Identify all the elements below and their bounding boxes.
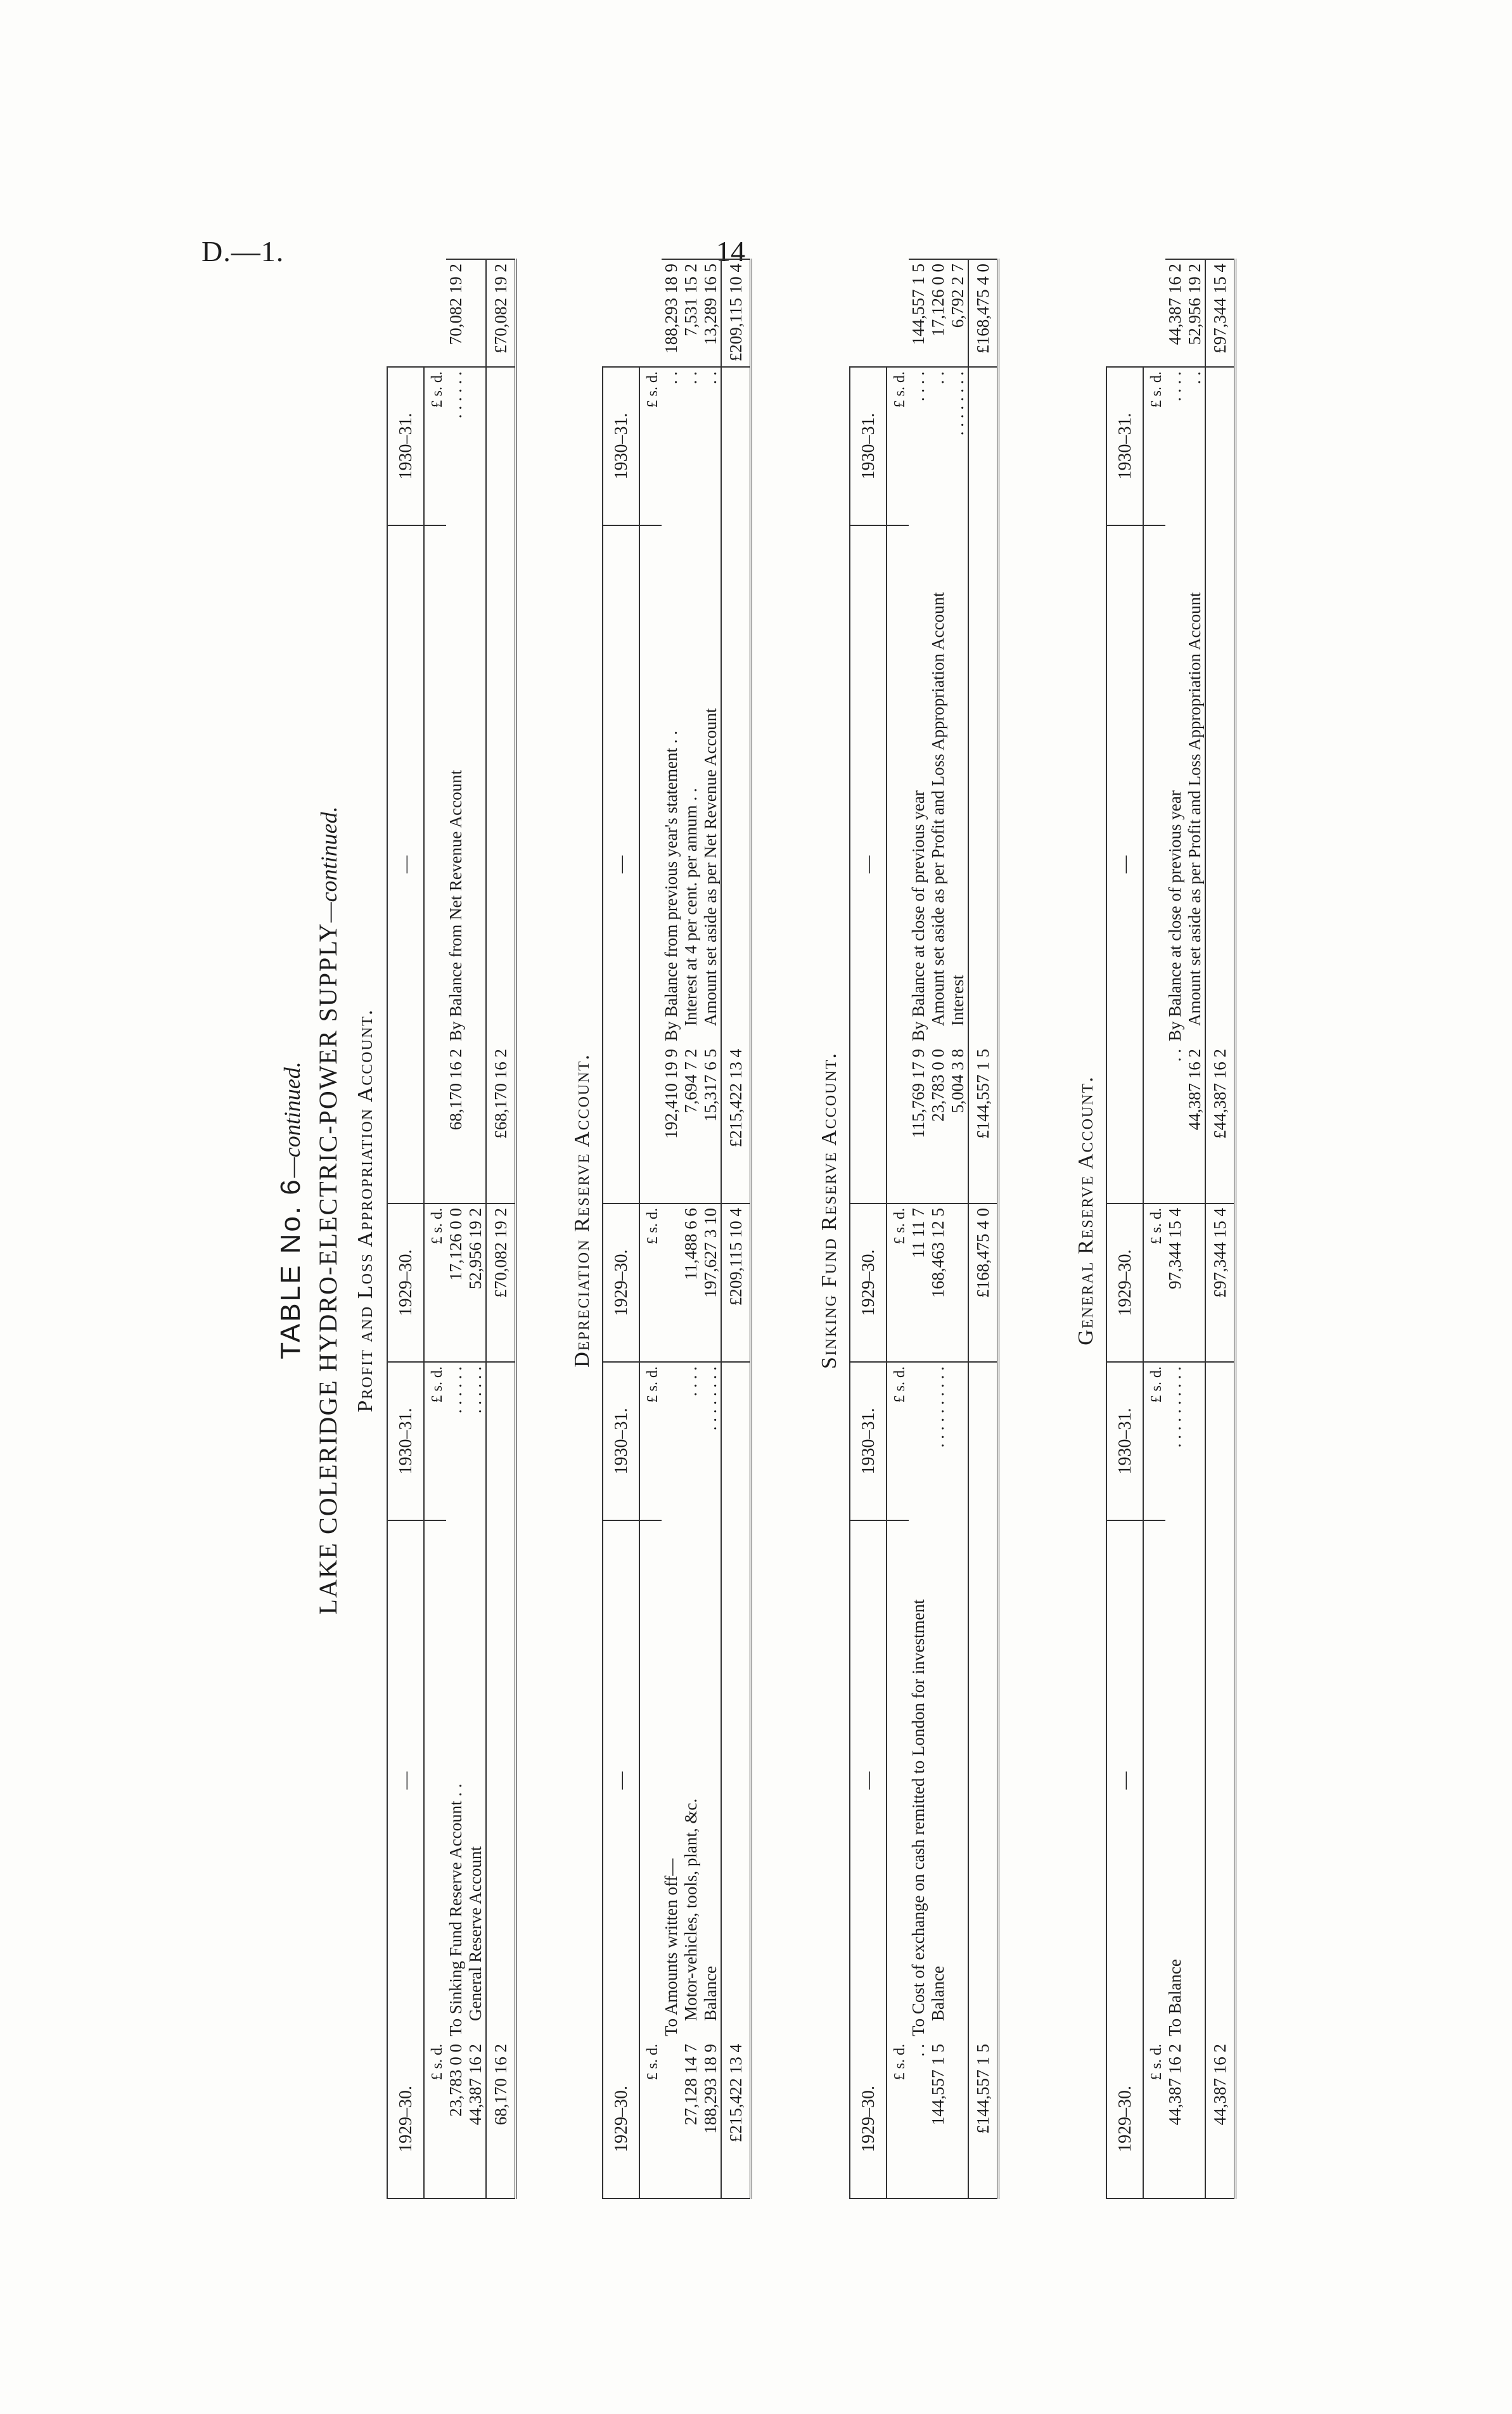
currency-heading: £ s. d. — [639, 1204, 662, 1362]
debit-1929-30-total: £215,422 13 4 — [721, 2040, 751, 2199]
credit-1930-31-amount: 44,387 16 2 — [1165, 259, 1185, 367]
debit-item-label: Balance — [928, 1966, 947, 2021]
credit-1929-30-amount: 5,004 3 8 — [948, 1045, 968, 1204]
leader-dots: . . . . . . — [466, 1366, 485, 1414]
currency-heading: £ s. d. — [1143, 1362, 1165, 1520]
table-row — [466, 259, 486, 2199]
leader-dots — [662, 1362, 681, 1520]
column-header: 1930–31. — [603, 367, 639, 525]
rotated-table-block — [272, 196, 1318, 2225]
leader-dots — [909, 1362, 928, 1520]
leader-dots: . . — [1185, 371, 1204, 385]
debit-1929-30-amount: 44,387 16 2 — [466, 2040, 486, 2199]
leader-dots: . . . . . . — [446, 371, 465, 419]
debit-1930-31-total: £168,475 4 0 — [968, 1204, 998, 1362]
column-header: 1930–31. — [603, 1362, 639, 1520]
column-header: 1929–30. — [603, 1204, 639, 1362]
leader-dots: . . — [701, 371, 720, 385]
column-header: — — [603, 525, 639, 1204]
debit-1930-31-amount: 168,463 12 5 — [928, 1204, 948, 1362]
credit-1929-30-total: £68,170 16 2 — [486, 1045, 516, 1204]
credit-1929-30-amount: 15,317 6 5 — [701, 1045, 721, 1204]
column-header: — — [850, 1520, 887, 2040]
profit-loss-title: Profit and Loss Appropriation Account. — [354, 1008, 377, 1413]
debit-1929-30-total: 44,387 16 2 — [1205, 2040, 1235, 2199]
leader-dots: . . . . . . . . — [701, 1366, 720, 1431]
debit-1930-31-amount — [662, 1204, 681, 1362]
debit-item-label: To Sinking Fund Reserve Account . . — [446, 1783, 465, 2036]
leader-dots: . . . . . . . . . . — [1165, 1366, 1184, 1448]
column-header: 1929–30. — [850, 1204, 887, 1362]
credit-1929-30-amount: 44,387 16 2 — [1185, 1045, 1205, 1204]
debit-1929-30-amount: 27,128 14 7 — [681, 2040, 701, 2199]
currency-heading: £ s. d. — [639, 1362, 662, 1520]
credit-1930-31-amount: 52,956 19 2 — [1185, 259, 1205, 367]
column-header: — — [387, 1520, 424, 2040]
debit-1930-31-amount: 52,956 19 2 — [466, 1204, 486, 1362]
table-row — [446, 259, 466, 2199]
credit-1930-31-amount: 7,531 15 2 — [681, 259, 701, 367]
totals-row — [486, 259, 516, 2199]
leader-dots: . . . . . . — [446, 1366, 465, 1414]
header-row — [1106, 259, 1143, 2199]
column-header: — — [1106, 1520, 1143, 2040]
currency-heading: £ s. d. — [424, 1362, 446, 1520]
currency-heading: £ s. d. — [424, 367, 446, 525]
leader-dots: . . — [681, 371, 700, 385]
column-header: — — [1106, 525, 1143, 1204]
table-row — [662, 259, 681, 2199]
debit-1930-31-amount: 17,126 0 0 — [446, 1204, 466, 1362]
table-row — [1185, 259, 1205, 2199]
debit-item-label: Motor-vehicles, tools, plant, &c. — [681, 1798, 700, 2021]
page-number: 14 — [716, 235, 745, 267]
debit-1930-31-total: £70,082 19 2 — [486, 1204, 516, 1362]
credit-item-label: Amount set aside as per Profit and Loss Appropriation Account — [928, 592, 947, 1026]
leader-dots: . . . . — [681, 1366, 700, 1397]
debit-item-label: To Cost of exchange on cash remitted to London for investment — [909, 1599, 928, 2036]
credit-item-label: Interest — [948, 975, 967, 1026]
credit-1929-30-total: £215,422 13 4 — [721, 1045, 751, 1204]
depreciation-reserve-account — [602, 259, 752, 2199]
debit-1929-30-amount: 188,293 18 9 — [701, 2040, 721, 2199]
table-row — [701, 259, 721, 2199]
debit-1930-31-total: £97,344 15 4 — [1205, 1204, 1235, 1362]
document-reference: D.—1. — [202, 235, 285, 267]
column-header: 1929–30. — [387, 1204, 424, 1362]
table-title: LAKE COLERIDGE HYDRO-ELECTRIC-POWER SUPPLY — [314, 922, 342, 1615]
credit-item-label: Amount set aside as per Profit and Loss Appropriation Account — [1185, 592, 1204, 1026]
sinking-fund-reserve-account — [849, 259, 999, 2199]
credit-1930-31-amount: 188,293 18 9 — [662, 259, 681, 367]
credit-1930-31-total: £209,115 10 4 — [721, 259, 751, 367]
credit-1930-31-amount: 144,557 1 5 — [909, 259, 928, 367]
column-header: 1929–30. — [850, 2040, 887, 2199]
totals-row — [968, 259, 998, 2199]
table-title-suffix: —continued. — [316, 806, 342, 923]
credit-1929-30-total: £44,387 16 2 — [1205, 1045, 1235, 1204]
currency-row — [639, 259, 662, 2199]
currency-row — [887, 259, 909, 2199]
leader-dots: . . — [928, 371, 947, 385]
column-header: 1930–31. — [1106, 1362, 1143, 1520]
table-number-suffix: —continued. — [279, 1062, 305, 1178]
debit-1929-30-amount: 44,387 16 2 — [1165, 2040, 1185, 2199]
leader-dots: . . . . . . . . . . — [928, 1366, 947, 1448]
credit-item-label: By Balance at close of previous year — [909, 790, 928, 1041]
header-row — [850, 259, 887, 2199]
credit-1929-30-amount: 192,410 19 9 — [662, 1045, 681, 1204]
table-titles — [272, 196, 347, 2225]
leader-dots: . . — [662, 371, 681, 385]
credit-item-label: Amount set aside as per Net Revenue Account — [701, 708, 720, 1026]
column-header: 1929–30. — [603, 2040, 639, 2199]
debit-1930-31-total: £209,115 10 4 — [721, 1204, 751, 1362]
table-row — [948, 259, 968, 2199]
currency-heading: £ s. d. — [639, 2040, 662, 2199]
credit-item-label: By Balance at close of previous year — [1165, 790, 1184, 1041]
debit-1929-30-amount — [662, 2040, 681, 2199]
debit-item-label: General Reserve Account — [466, 1846, 485, 2021]
currency-heading: £ s. d. — [639, 367, 662, 525]
leader-dots: . . . . — [909, 371, 928, 402]
debit-item-label: To Balance — [1165, 1959, 1184, 2036]
currency-row — [1143, 259, 1165, 2199]
table-row — [909, 259, 928, 2199]
currency-heading: £ s. d. — [1143, 2040, 1165, 2199]
currency-heading: £ s. d. — [1143, 367, 1165, 525]
credit-item-label: Interest at 4 per cent. per annum . . — [681, 788, 700, 1026]
totals-row — [721, 259, 751, 2199]
column-header: 1929–30. — [1106, 1204, 1143, 1362]
header-row — [387, 259, 424, 2199]
debit-1929-30-total: £144,557 1 5 — [968, 2040, 998, 2199]
credit-1930-31-total: £97,344 15 4 — [1205, 259, 1235, 367]
general-reserve-account — [1106, 259, 1236, 2199]
debit-item-label: Balance — [701, 1966, 720, 2021]
credit-1929-30-amount: 23,783 0 0 — [928, 1045, 948, 1204]
debit-1930-31-amount: 197,627 3 10 — [701, 1204, 721, 1362]
profit-loss-account — [387, 259, 517, 2199]
credit-1929-30-amount: . . — [1165, 1045, 1185, 1204]
debit-1929-30-amount: 144,557 1 5 — [928, 2040, 948, 2199]
table-row — [681, 259, 701, 2199]
credit-1930-31-amount: 70,082 19 2 — [446, 259, 466, 367]
debit-1930-31-amount: 11,488 6 6 — [681, 1204, 701, 1362]
credit-1930-31-amount: 13,289 16 5 — [701, 259, 721, 367]
table-number: TABLE No. 6 — [275, 1178, 306, 1359]
credit-1930-31-amount: 17,126 0 0 — [928, 259, 948, 367]
column-header: — — [850, 525, 887, 1204]
credit-item-label: By Balance from previous year's statement . . — [662, 731, 681, 1041]
column-header: 1929–30. — [1106, 2040, 1143, 2199]
table-row — [1165, 259, 1185, 2199]
column-header: 1930–31. — [1106, 367, 1143, 525]
column-header: 1930–31. — [387, 367, 424, 525]
credit-1929-30-amount: 68,170 16 2 — [446, 1045, 466, 1204]
currency-heading: £ s. d. — [887, 367, 909, 525]
credit-1930-31-amount: 6,792 2 7 — [948, 259, 968, 367]
currency-heading: £ s. d. — [887, 1362, 909, 1520]
column-header: 1930–31. — [850, 367, 887, 525]
sinking-fund-title: Sinking Fund Reserve Account. — [817, 1052, 841, 1369]
debit-1930-31-amount: 11 11 7 — [909, 1204, 928, 1362]
header-row — [603, 259, 639, 2199]
currency-heading: £ s. d. — [887, 1204, 909, 1362]
currency-heading: £ s. d. — [1143, 1204, 1165, 1362]
debit-1929-30-total: 68,170 16 2 — [486, 2040, 516, 2199]
debit-1929-30-amount: . . — [909, 2040, 928, 2199]
table-row — [928, 259, 948, 2199]
depreciation-title: Depreciation Reserve Account. — [570, 1053, 594, 1368]
currency-heading: £ s. d. — [424, 1204, 446, 1362]
column-header: — — [387, 525, 424, 1204]
debit-1930-31-amount: 97,344 15 4 — [1165, 1204, 1185, 1362]
currency-heading: £ s. d. — [887, 2040, 909, 2199]
currency-row — [424, 259, 446, 2199]
column-header: 1929–30. — [387, 2040, 424, 2199]
totals-row — [1205, 259, 1235, 2199]
general-reserve-title: General Reserve Account. — [1074, 1075, 1098, 1345]
debit-item-label: To Amounts written off— — [662, 1858, 681, 2036]
leader-dots: . . . . — [1165, 371, 1184, 402]
credit-item-label: By Balance from Net Revenue Account — [446, 769, 465, 1041]
column-header: 1930–31. — [387, 1362, 424, 1520]
credit-1929-30-amount: 115,769 17 9 — [909, 1045, 928, 1204]
credit-1930-31-total: £70,082 19 2 — [486, 259, 516, 367]
leader-dots: . . . . . . . . — [948, 371, 967, 436]
currency-heading: £ s. d. — [424, 2040, 446, 2199]
debit-1929-30-amount: 23,783 0 0 — [446, 2040, 466, 2199]
column-header: — — [603, 1520, 639, 2040]
credit-1930-31-total: £168,475 4 0 — [968, 259, 998, 367]
credit-1929-30-amount: 7,694 7 2 — [681, 1045, 701, 1204]
credit-1929-30-total: £144,557 1 5 — [968, 1045, 998, 1204]
column-header: 1930–31. — [850, 1362, 887, 1520]
